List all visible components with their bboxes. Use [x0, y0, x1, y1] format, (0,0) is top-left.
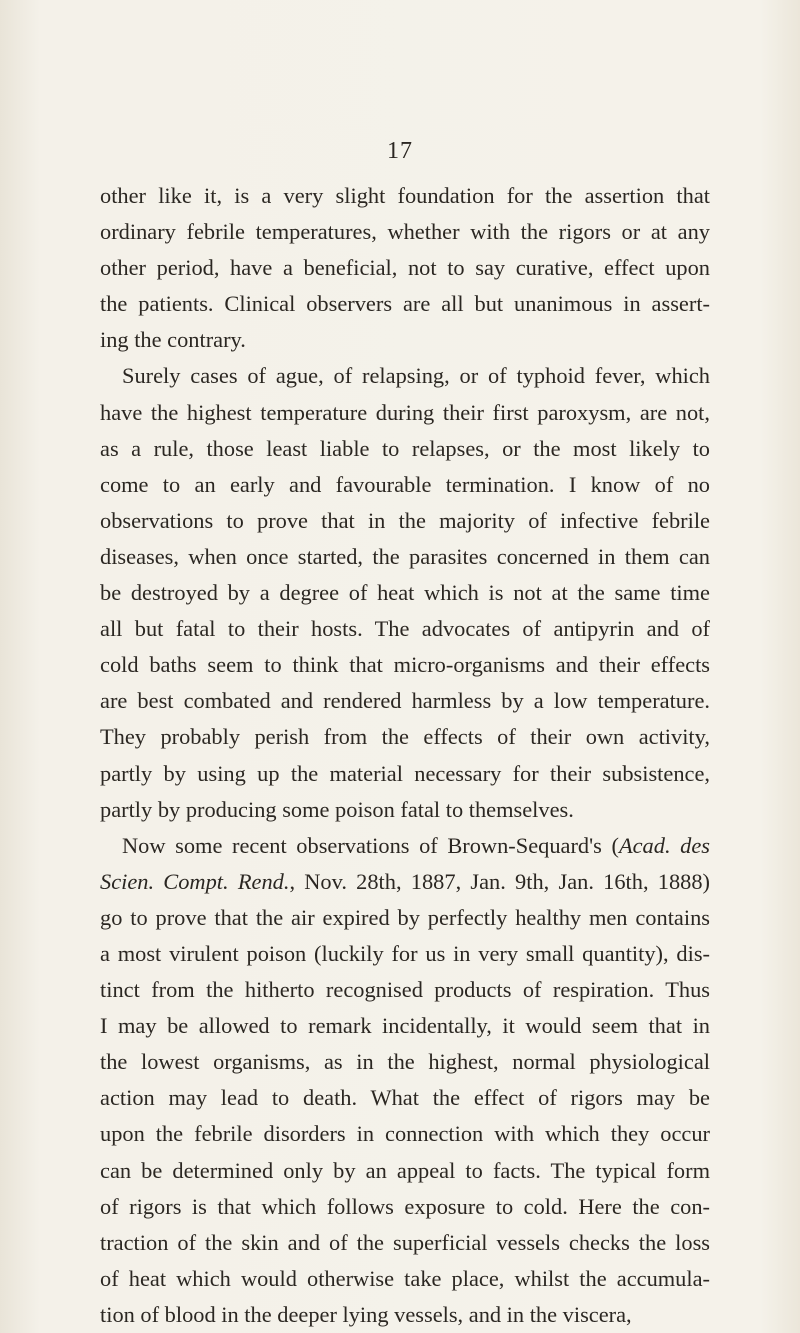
text-line: have the highest temperature during their first paroxysm, are not, [100, 399, 710, 425]
citation-italic-journal: Scien. Compt. Rend. [100, 868, 290, 894]
text-line: cold baths seem to think that micro-organisms and their effects [100, 652, 710, 678]
citation-dates: , Nov. 28th, 1887, Jan. 9th, Jan. 16th, 1888) [289, 868, 710, 894]
text-line: of rigors is that which follows exposure to cold. Here the con- [100, 1193, 710, 1219]
text-line: the lowest organisms, as in the highest, normal physiological [100, 1049, 710, 1075]
text-line: I may be allowed to remark incidentally, it would seem that in [100, 1013, 710, 1039]
text-line: tinct from the hitherto recognised products of respiration. Thus [100, 977, 710, 1003]
text-line: be destroyed by a degree of heat which is not at the same time [100, 580, 710, 606]
text-line: go to prove that the air expired by perfectly healthy men contains [100, 904, 710, 930]
text-line: as a rule, those least liable to relapses, or the most likely to [100, 435, 710, 461]
text-line: other like it, is a very slight foundation for the assertion that [100, 183, 710, 208]
text-line: all but fatal to their hosts. The advocates of antipyrin and of [100, 616, 710, 642]
text-line: of heat which would otherwise take place, whilst the accumula- [100, 1265, 710, 1291]
text-line: come to an early and favourable termination. I know of no [100, 471, 710, 497]
page-number: 17 [387, 138, 413, 164]
text-line: can be determined only by an appeal to facts. The typical form [100, 1157, 710, 1183]
text-line: action may lead to death. What the effect of rigors may be [100, 1085, 710, 1111]
text-line: other period, have a beneficial, not to say curative, effect upon [100, 255, 710, 281]
text-line: the patients. Clinical observers are all but unanimous in assert- [100, 291, 710, 317]
citation-lead-text: Now some recent observations of Brown-Sequard's ( [122, 832, 619, 858]
text-line: traction of the skin and of the superficial vessels checks the loss [100, 1229, 710, 1255]
text-line: a most virulent poison (luckily for us in very small quantity), dis- [100, 940, 710, 966]
text-line: ordinary febrile temperatures, whether with the rigors or at any [100, 219, 710, 245]
text-line: ing the contrary. [100, 327, 246, 353]
text-line: observations to prove that in the majority of infective febrile [100, 507, 710, 533]
body-text [100, 178, 710, 1333]
text-line: are best combated and rendered harmless by a low temperature. [100, 688, 710, 714]
text-line: They probably perish from the effects of their own activity, [100, 724, 710, 750]
citation-italic-start: Acad. des [618, 832, 710, 858]
text-line-with-citation [100, 828, 710, 864]
text-line: partly by using up the material necessary for their subsistence, [100, 760, 710, 786]
text-line-with-citation [100, 864, 710, 900]
text-line: tion of blood in the deeper lying vessels, and in the viscera, [100, 1301, 632, 1327]
text-line: upon the febrile disorders in connection with which they occur [100, 1121, 710, 1147]
text-line: diseases, when once started, the parasites concerned in them can [100, 543, 710, 569]
text-line: Surely cases of ague, of relapsing, or of typhoid fever, which [122, 363, 710, 389]
text-line: partly by producing some poison fatal to themselves. [100, 796, 574, 822]
